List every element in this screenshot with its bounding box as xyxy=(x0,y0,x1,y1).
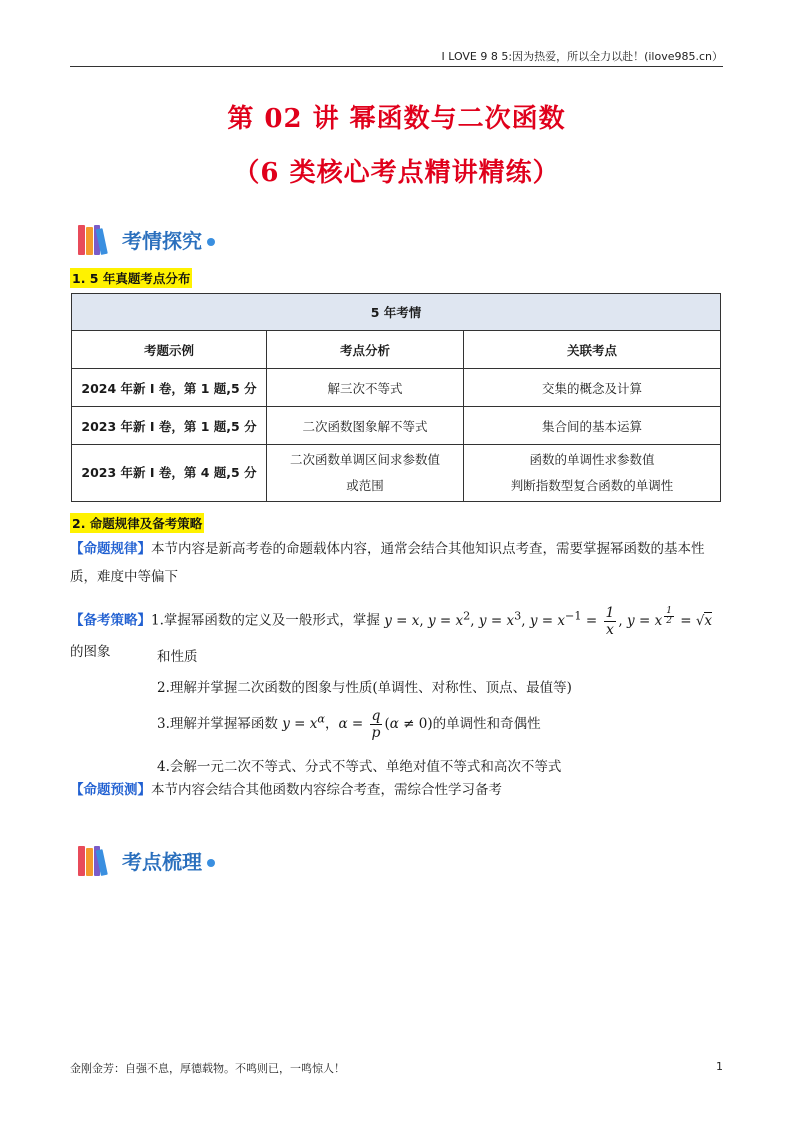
strategy-1-cont: 和性质 xyxy=(157,649,198,665)
cell-analysis: 二次函数图象解不等式 xyxy=(267,407,464,445)
predict-tag: 【命题预测】 xyxy=(70,782,151,798)
strategy-tag: 【备考策略】 xyxy=(70,612,151,629)
cell-analysis: 解三次不等式 xyxy=(267,369,464,407)
table-caption: 5 年考情 xyxy=(72,294,721,331)
table-row xyxy=(72,369,721,407)
cell-example: 2024 年新 I 卷，第 1 题,5 分 xyxy=(72,369,267,407)
subheading-strategy: 2. 命题规律及备考策略 xyxy=(70,513,204,533)
rule-paragraph xyxy=(70,535,725,591)
rule-text: 本节内容是新高考卷的命题载体内容，通常会结合其他知识点考查，需要掌握幂函数的基本性质，难度中等偏下 xyxy=(70,541,705,585)
cell-related: 集合间的基本运算 xyxy=(464,407,721,445)
formula-power: $y = x^\alpha$，α = $\frac{q}{p}$ (α ≠ 0) xyxy=(282,708,433,741)
table-header: 考点分析 xyxy=(267,331,464,369)
predict-text: 本节内容会结合其他函数内容综合考查，需综合性学习备考 xyxy=(151,782,502,798)
cell-line: 二次函数单调区间求参数值 xyxy=(289,452,440,467)
subheading-5-year: 1. 5 年真题考点分布 xyxy=(70,268,192,288)
page-header: I LOVE 9 8 5:因为热爱，所以全力以赴！(ilove985.cn） xyxy=(70,48,723,67)
exam-table xyxy=(71,293,721,502)
cell-related: 交集的概念及计算 xyxy=(464,369,721,407)
table-row xyxy=(72,407,721,445)
strategy-3-text: 3.理解并掌握幂函数 xyxy=(157,716,278,732)
section-title: 考情探究 xyxy=(122,228,202,253)
cell-example: 2023 年新 I 卷，第 1 题,5 分 xyxy=(72,407,267,445)
dot-icon xyxy=(207,238,215,246)
cell-line: 函数的单调性求参数值 xyxy=(529,452,655,467)
page-number: 1 xyxy=(716,1060,723,1073)
strategy-3 xyxy=(157,708,541,741)
cell-related xyxy=(464,445,721,502)
strategy-2: 2.理解并掌握二次函数的图象与性质(单调性、对称性、顶点、最值等) xyxy=(157,680,572,696)
books-icon xyxy=(78,844,118,876)
strategy-4: 4.会解一元二次不等式、分式不等式、单绝对值不等式和高次不等式 xyxy=(157,759,562,775)
footer-motto: 金刚金芳：自强不息，厚德载物。不鸣则已，一鸣惊人！ xyxy=(70,1062,345,1075)
strategy-1-text: 1.掌握幂函数的定义及一般形式，掌握 xyxy=(151,612,380,629)
section-heading-exam-analysis xyxy=(78,222,215,256)
section-heading-key-points xyxy=(78,843,215,877)
dot-icon xyxy=(207,859,215,867)
page-title: 第 02 讲 幂函数与二次函数 xyxy=(227,104,566,134)
cell-line: 或范围 xyxy=(346,478,384,493)
cell-analysis xyxy=(267,445,464,502)
cell-line: 判断指数型复合函数的单调性 xyxy=(510,478,674,493)
table-row xyxy=(72,445,721,502)
formula-power-functions: y = x, $y = x^2$, $y = x^3$, $y = x^{-1}$ = $\frac{1}{x}$ , y = x $^{\frac{1}{2}}$ = √x xyxy=(384,604,713,638)
table-header: 关联考点 xyxy=(464,331,721,369)
books-icon xyxy=(78,223,118,255)
strategy-1-tail: 的图象 xyxy=(70,643,111,660)
table-header: 考题示例 xyxy=(72,331,267,369)
cell-example: 2023 年新 I 卷，第 4 题,5 分 xyxy=(72,445,267,502)
predict-paragraph xyxy=(70,776,725,804)
page-subtitle: （6 类核心考点精讲精练） xyxy=(233,158,560,188)
strategy-3-tail: 的单调性和奇偶性 xyxy=(432,716,541,732)
rule-tag: 【命题规律】 xyxy=(70,541,151,557)
section-title: 考点梳理 xyxy=(122,849,202,874)
